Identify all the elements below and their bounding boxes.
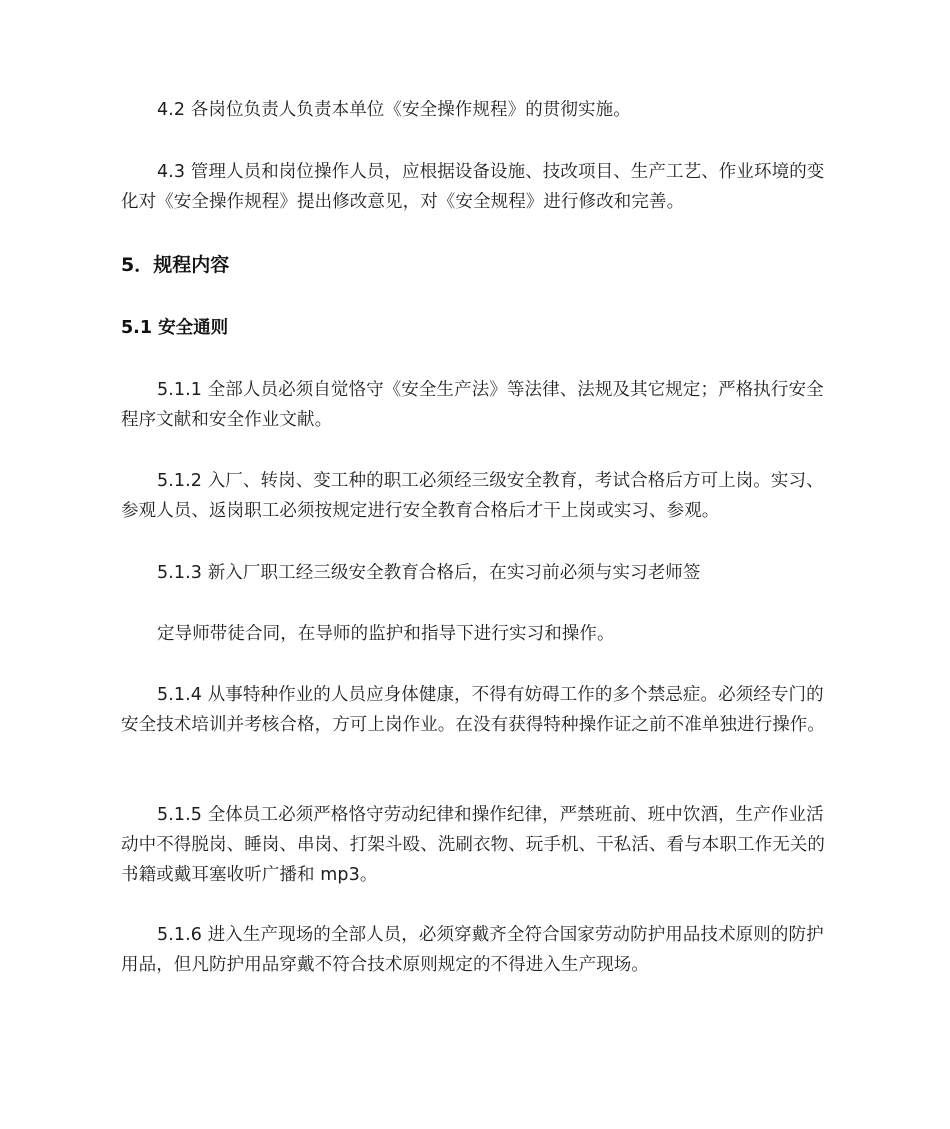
section-5-heading: 5．规程内容 <box>121 254 230 276</box>
paragraph-5-1-3-second-part: 定导师带徒合同，在导师的监护和指导下进行实习和操作。 <box>157 624 615 644</box>
paragraph-5-1-4: 5.1.4 从事特种作业的人员应身体健康，不得有妨碍工作的多个禁忌症。必须经专门的安全技术培训并考核合格，方可上岗作业。在没有获得特种操作证之前不准单独进行操作。 <box>121 685 825 735</box>
paragraph-5-1-3-first-part: 5.1.3 新入厂职工经三级安全教育合格后，在实习前必须与实习老师签 <box>157 563 701 583</box>
paragraph-5-1-6: 5.1.6 进入生产现场的全部人员，必须穿戴齐全符合国家劳动防护用品技术原则的防护用品，但凡防护用品穿戴不符合技术原则规定的不得进入生产现场。 <box>121 925 824 975</box>
paragraph-5-1-1: 5.1.1 全部人员必须自觉恪守《安全生产法》等法律、法规及其它规定；严格执行安全程序文献和安全作业文献。 <box>121 380 824 430</box>
paragraph-5-1-2: 5.1.2 入厂、转岗、变工种的职工必须经三级安全教育，考试合格后方可上岗。实习、参观人员、返岗职工必须按规定进行安全教育合格后才干上岗或实习、参观。 <box>121 471 824 521</box>
paragraph-4-2: 4.2 各岗位负责人负责本单位《安全操作规程》的贯彻实施。 <box>157 100 631 120</box>
section-5-1-heading: 5.1 安全通则 <box>121 318 229 338</box>
paragraph-4-3: 4.3 管理人员和岗位操作人员，应根据设备设施、技改项目、生产工艺、作业环境的变化对《安全操作规程》提出修改意见，对《安全规程》进行修改和完善。 <box>121 162 825 212</box>
paragraph-5-1-5: 5.1.5 全体员工必须严格恪守劳动纪律和操作纪律，严禁班前、班中饮酒，生产作业活动中不得脱岗、睡岗、串岗、打架斗殴、洗刷衣物、玩手机、干私活、看与本职工作无关的书籍或戴耳塞收听广播和 mp3。 <box>121 805 825 885</box>
